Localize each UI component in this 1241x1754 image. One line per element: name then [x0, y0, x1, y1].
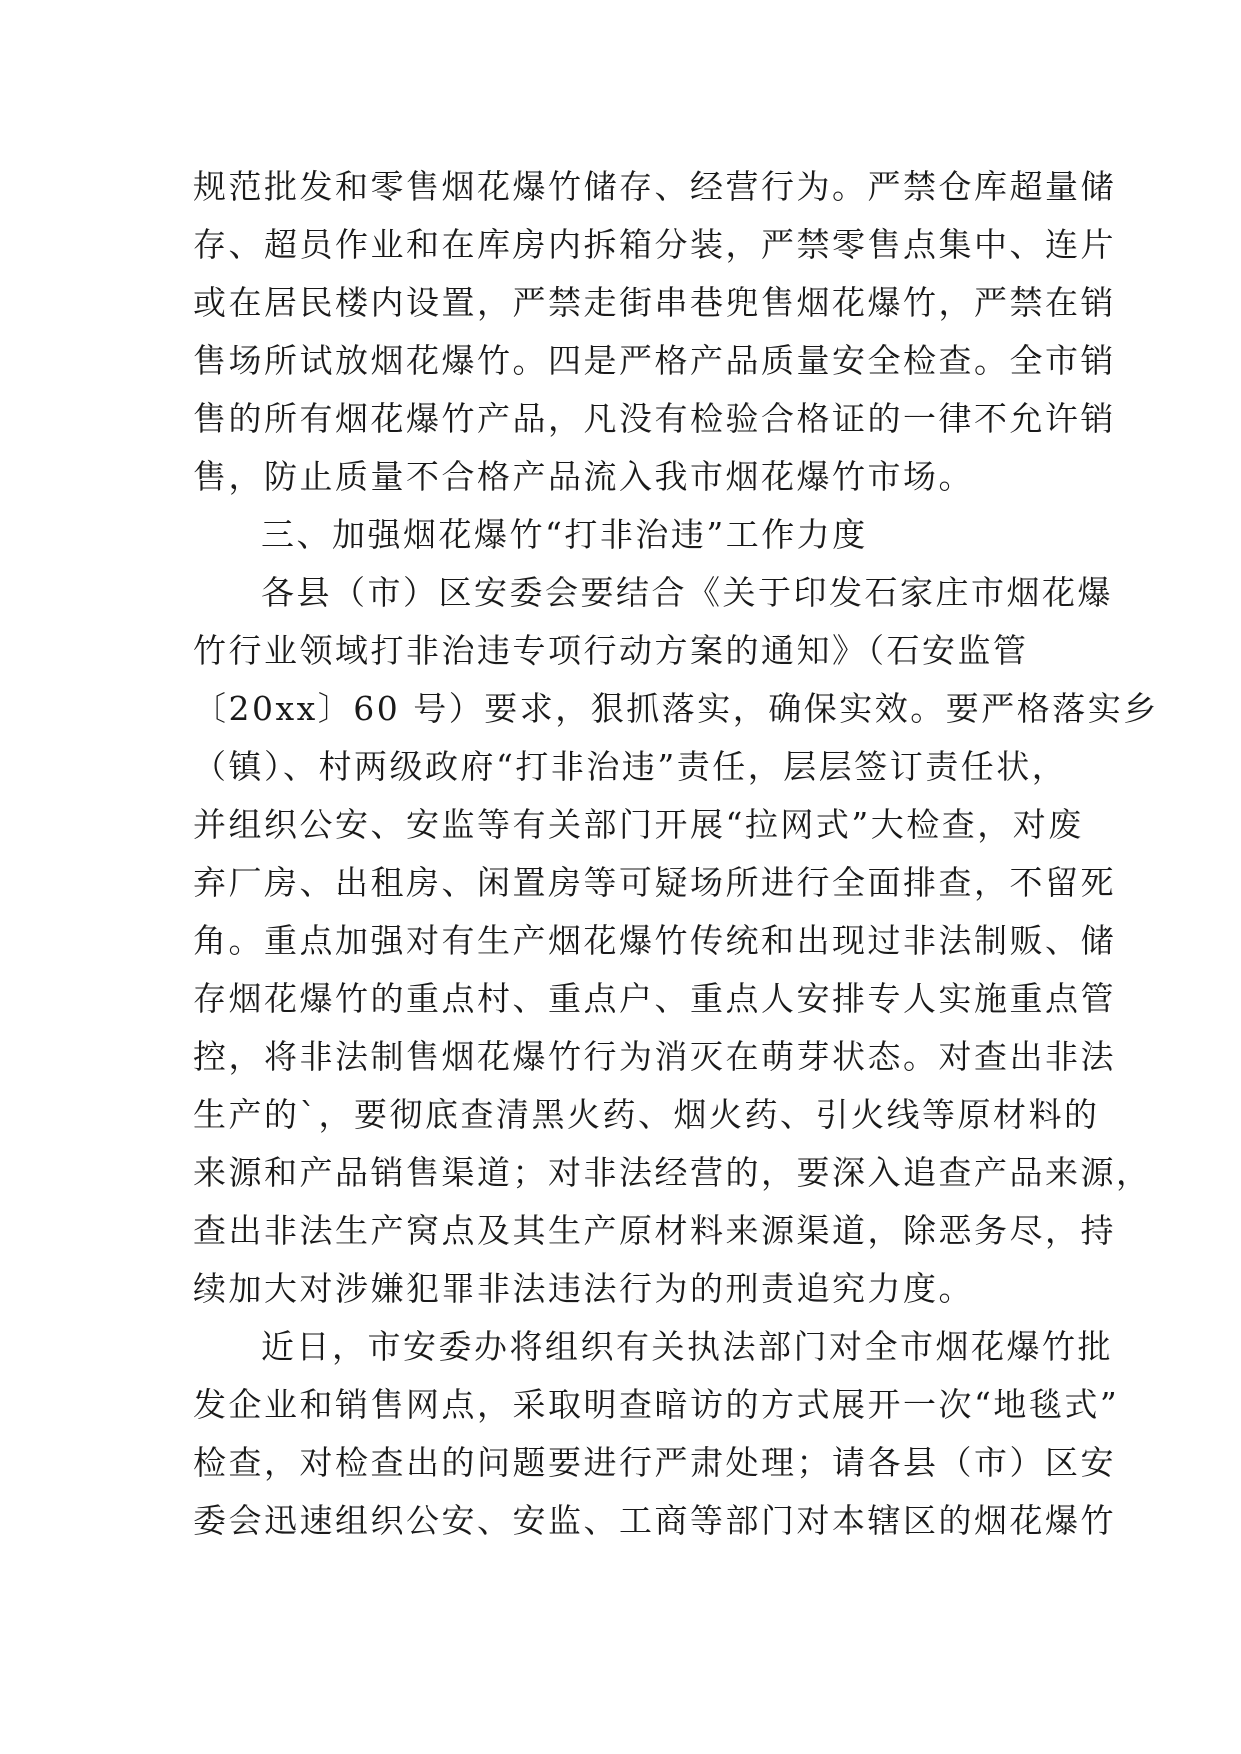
text-line: 并组织公安、安监等有关部门开展“拉网式”大检查，对废 — [193, 805, 1084, 844]
text-line: 角。重点加强对有生产烟花爆竹传统和出现过非法制贩、储 — [193, 921, 1116, 960]
text-line: 检查，对检查出的问题要进行严肃处理；请各县（市）区安 — [193, 1443, 1116, 1482]
text-line: 近日，市安委办将组织有关执法部门对全市烟花爆竹批 — [261, 1327, 1113, 1366]
text-line: 续加大对涉嫌犯罪非法违法行为的刑责追究力度。 — [193, 1269, 974, 1308]
document-body — [193, 158, 1159, 1550]
text-line: 售的所有烟花爆竹产品，凡没有检验合格证的一律不允许销 — [193, 399, 1116, 438]
text-line: 规范批发和零售烟花爆竹储存、经营行为。严禁仓库超量储 — [193, 167, 1116, 206]
text-line: 售场所试放烟花爆竹。四是严格产品质量安全检查。全市销 — [193, 341, 1116, 380]
text-line: 弃厂房、出租房、闲置房等可疑场所进行全面排查，不留死 — [193, 863, 1116, 902]
text-line: 来源和产品销售渠道；对非法经营的，要深入追查产品来源， — [193, 1153, 1152, 1192]
text-line: 存烟花爆竹的重点村、重点户、重点人安排专人实施重点管 — [193, 979, 1116, 1018]
text-line: 存、超员作业和在库房内拆箱分装，严禁零售点集中、连片 — [193, 225, 1116, 264]
section-heading: 三、加强烟花爆竹“打非治违”工作力度 — [261, 515, 868, 554]
text-line: 控，将非法制售烟花爆竹行为消灭在萌芽状态。对查出非法 — [193, 1037, 1116, 1076]
text-line: 查出非法生产窝点及其生产原材料来源渠道，除恶务尽，持 — [193, 1211, 1116, 1250]
text-line: （镇）、村两级政府“打非治违”责任，层层签订责任状， — [193, 747, 1068, 786]
text-line: 各县（市）区安委会要结合《关于印发石家庄市烟花爆 — [261, 573, 1113, 612]
text-line: 〔20xx〕60 号）要求，狠抓落实，确保实效。要严格落实乡 — [193, 689, 1159, 728]
text-line: 委会迅速组织公安、安监、工商等部门对本辖区的烟花爆竹 — [193, 1501, 1116, 1540]
text-line: 售，防止质量不合格产品流入我市烟花爆竹市场。 — [193, 457, 974, 496]
text-line: 发企业和销售网点，采取明查暗访的方式展开一次“地毯式” — [193, 1385, 1120, 1424]
text-line: 或在居民楼内设置，严禁走街串巷兜售烟花爆竹，严禁在销 — [193, 283, 1116, 322]
text-line: 生产的`，要彻底查清黑火药、烟火药、引火线等原材料的 — [193, 1095, 1100, 1134]
text-line: 竹行业领域打非治违专项行动方案的通知》（石安监管 — [193, 631, 1029, 670]
